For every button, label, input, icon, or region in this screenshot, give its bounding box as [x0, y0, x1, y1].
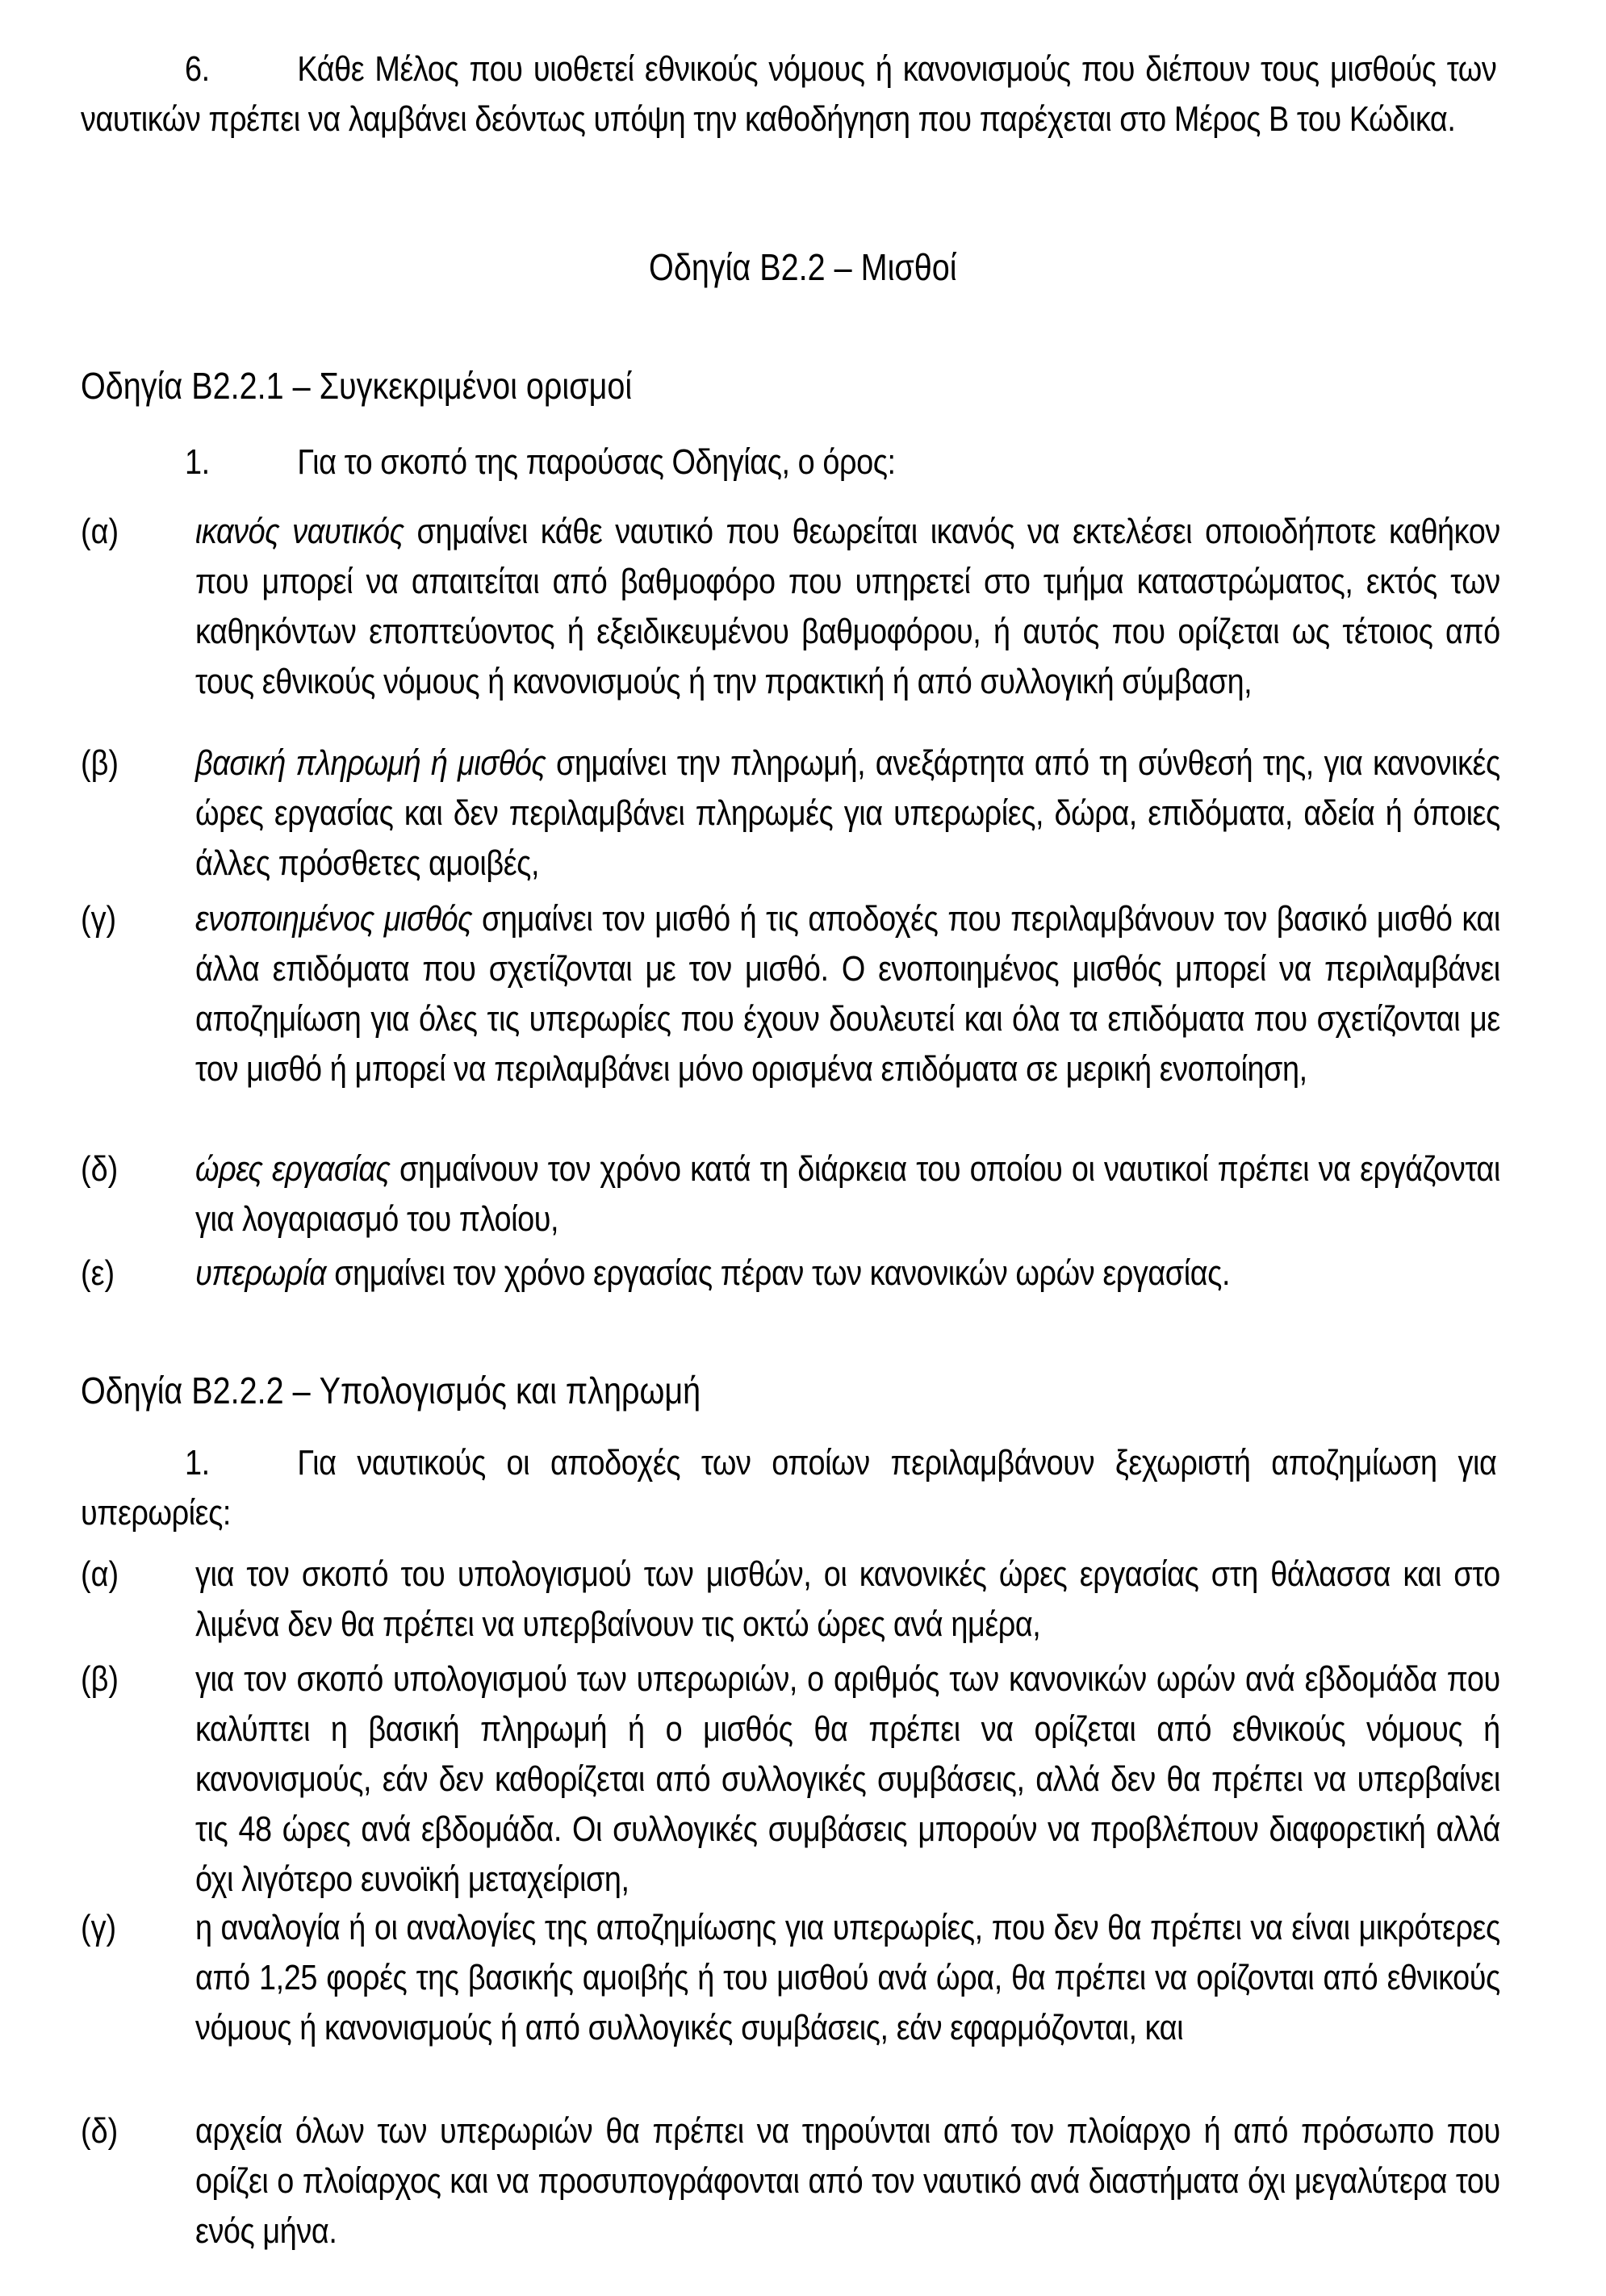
item-body: για τον σκοπό υπολογισμού των υπερωριών, ο αριθμός των κανονικών ωρών ανά εβδομάδα που καλύπτει η βασική πληρωμή ή ο μισθός θα πρέπει να ορίζεται από εθνικούς νόμους ή κανονισμούς, εάν δεν καθορίζεται από συλλογικές συμβάσεις, αλλά δεν θα πρέπει να υπερβαίνει τις 48 ώρες ανά εβδομάδα. Οι συλλογικές συμβάσεις μπορούν να προβλέπουν διαφορετική αλλά όχι λιγότερο ευνοϊκή μεταχείριση, [195, 1659, 1500, 1899]
section-heading-b221: Οδηγία B2.2.1 – Συγκεκριμένοι ορισμοί [81, 365, 633, 407]
definition-text: σημαίνει τον μισθό ή τις αποδοχές που περιλαμβάνουν τον βασικό μισθό και άλλα επιδόματα που σχετίζονται με τον μισθό. Ο ενοποιημένος μισθός μπορεί να περιλαμβάνει αποζημίωση για όλες τις υπερωρίες που έχουν δουλευτεί και όλα τα επιδόματα που σχετίζονται με τον μισθό ή μπορεί να περιλαμβάνει μόνο ορισμένα επιδόματα σε μερική ενοποίηση, [195, 899, 1500, 1089]
section-2-intro [81, 1438, 1496, 1538]
definition-text: σημαίνει την πληρωμή, ανεξάρτητα από τη σύνθεσή της, για κανονικές ώρες εργασίας και δεν περιλαμβάνει πληρωμές για υπερωρίες, δώρα, επιδόματα, αδεία ή όποιες άλλες πρόσθετες αμοιβές, [195, 743, 1500, 883]
paragraph-text: Κάθε Μέλος που υιοθετεί εθνικούς νόμους ή κανονισμούς που διέπουν τους μισθούς των ναυτικών πρέπει να λαμβάνει δεόντως υπόψη την καθοδήγηση που παρέχεται στο Μέρος Β του Κώδικα. [81, 49, 1497, 139]
defined-term: υπερωρία [195, 1253, 327, 1293]
item-body [195, 1144, 1500, 1244]
item-body [195, 894, 1500, 1094]
intro-text: Για ναυτικούς οι αποδοχές των οποίων περιλαμβάνουν ξεχωριστή αποζημίωση για υπερωρίες: [81, 1443, 1497, 1533]
item-label: (β) [81, 743, 119, 783]
item-label: (δ) [81, 2111, 119, 2151]
item-label: (ε) [81, 1253, 115, 1293]
intro-number: 1. [185, 1443, 210, 1483]
item-label: (α) [81, 512, 119, 551]
guideline-title: Οδηγία B2.2 – Μισθοί [649, 246, 957, 288]
item-label: (γ) [81, 1908, 117, 1947]
item-label: (δ) [81, 1149, 119, 1189]
item-body [195, 738, 1500, 889]
item-label: (α) [81, 1554, 119, 1594]
paragraph-6 [81, 44, 1496, 144]
defined-term: ενοποιημένος μισθός [195, 899, 473, 939]
item-body [195, 507, 1500, 707]
item-body [195, 1248, 1500, 1299]
intro-number: 1. [185, 442, 210, 482]
item-body: η αναλογία ή οι αναλογίες της αποζημίωσης για υπερωρίες, που δεν θα πρέπει να είναι μικρότερες από 1,25 φορές της βασικής αμοιβής ή του μισθού ανά ώρα, θα πρέπει να ορίζονται από εθνικούς νόμους ή κανονισμούς ή από συλλογικές συμβάσεις, εάν εφαρμόζονται, και [195, 1908, 1500, 2047]
defined-term: βασική πληρωμή ή μισθός [195, 743, 546, 783]
item-label: (β) [81, 1659, 119, 1699]
item-label: (γ) [81, 899, 117, 939]
definition-text: σημαίνει τον χρόνο εργασίας πέραν των κανονικών ωρών εργασίας. [326, 1253, 1231, 1293]
defined-term: ικανός ναυτικός [195, 512, 404, 551]
defined-term: ώρες εργασίας [195, 1149, 391, 1189]
item-body: αρχεία όλων των υπερωριών θα πρέπει να τηρούνται από τον πλοίαρχο ή από πρόσωπο που ορίζει ο πλοίαρχος και να προσυπογράφονται από τον ναυτικό ανά διαστήματα όχι μεγαλύτερα του ενός μήνα. [195, 2111, 1500, 2251]
intro-text: Για το σκοπό της παρούσας Οδηγίας, ο όρος: [297, 442, 896, 482]
definition-text: σημαίνει κάθε ναυτικό που θεωρείται ικανός να εκτελέσει οποιοδήποτε καθήκον που μπορεί να απαιτείται από βαθμοφόρο που υπηρετεί στο τμήμα καταστρώματος, εκτός των καθηκόντων εποπτεύοντος ή εξειδικευμένου βαθμοφόρου, ή αυτός που ορίζεται ως τέτοιος από τους εθνικούς νόμους ή κανονισμούς ή την πρακτική ή από συλλογική σύμβαση, [195, 512, 1500, 701]
section-1-intro [81, 437, 1496, 487]
paragraph-number: 6. [185, 49, 210, 89]
definition-text: σημαίνουν τον χρόνο κατά τη διάρκεια του οποίου οι ναυτικοί πρέπει να εργάζονται για λογαριασμό του πλοίου, [195, 1149, 1500, 1239]
section-heading-b222: Οδηγία B2.2.2 – Υπολογισμός και πληρωμή [81, 1370, 701, 1411]
item-body: για τον σκοπό του υπολογισμού των μισθών, οι κανονικές ώρες εργασίας στη θάλασσα και στο λιμένα δεν θα πρέπει να υπερβαίνουν τις οκτώ ώρες ανά ημέρα, [195, 1554, 1500, 1644]
